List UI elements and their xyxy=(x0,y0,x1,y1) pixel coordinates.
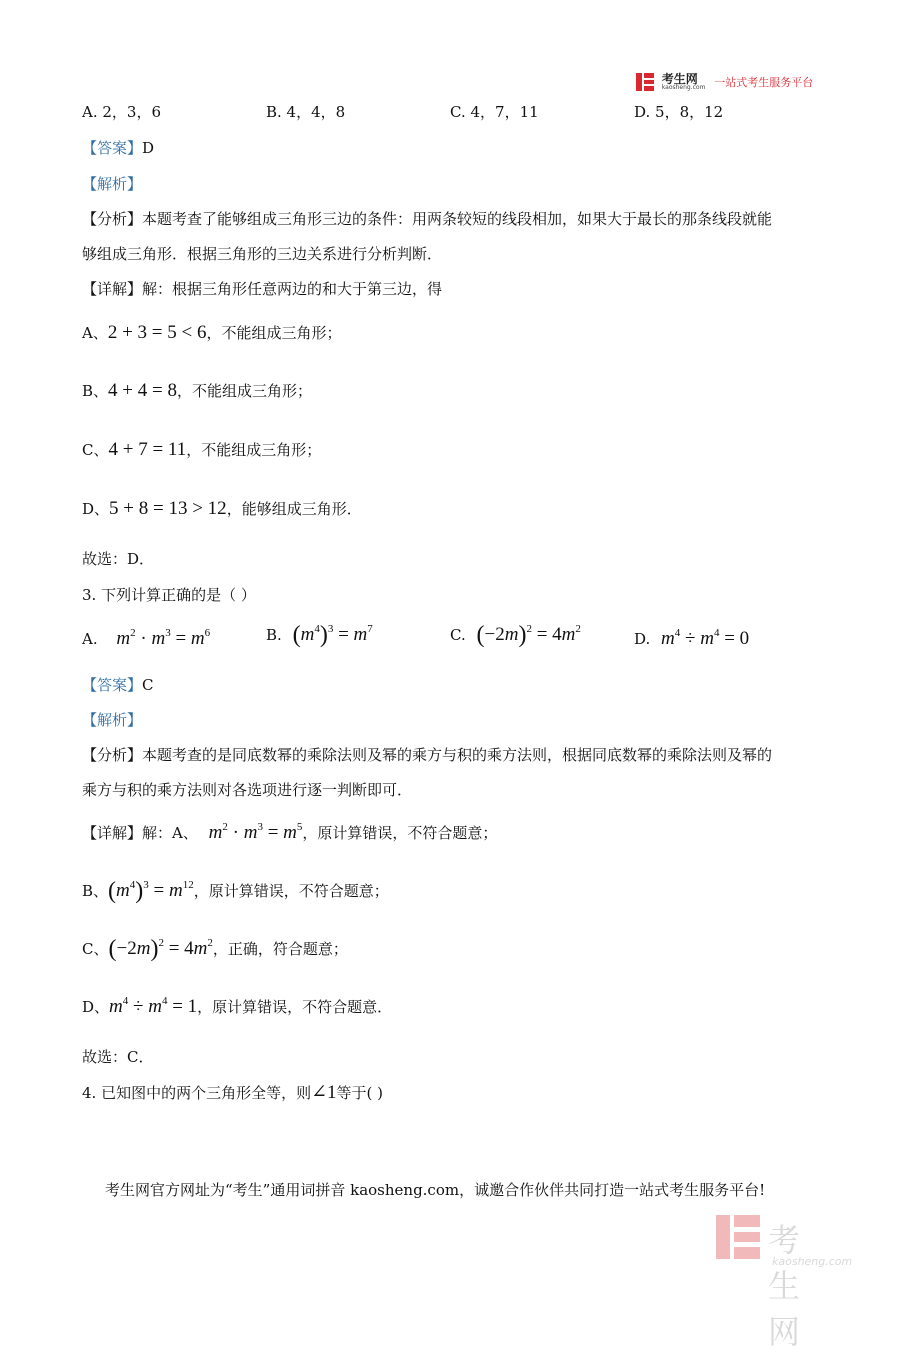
detail-math: 2 + 3 = 5 < 6 xyxy=(107,322,207,343)
option-letter: B. xyxy=(266,626,282,644)
detail-prefix: B、 xyxy=(82,382,109,400)
detail-suffix: ，正确，符合题意； xyxy=(212,940,348,958)
answer-label: 【答案】 xyxy=(82,676,143,694)
q4-stem xyxy=(82,1081,383,1104)
q3-option-a xyxy=(82,628,210,650)
q2-analysis-label: 【解析】 xyxy=(82,175,143,193)
xiangjie-text: 解：根据三角形任意两边的和大于第三边，得 xyxy=(142,280,443,298)
q3-option-b xyxy=(266,624,373,646)
detail-prefix: B、 xyxy=(82,882,109,900)
q2-detail-b xyxy=(82,380,312,402)
q3-fenxi-line1 xyxy=(82,744,772,765)
fenxi-label: 【分析】 xyxy=(82,210,143,228)
fenxi-text: 本题考查的是同底数幂的乘除法则及幂的乘方与积的乘方法则，根据同底数幂的乘除法则及幂的 xyxy=(142,746,773,764)
option-letter: C. xyxy=(450,626,466,644)
xiangjie-label: 【详解】 xyxy=(82,280,143,298)
q2-xiangjie xyxy=(82,278,442,299)
detail-math: $(-2m)^2 = 4m^2$ xyxy=(108,936,213,962)
detail-prefix: D、 xyxy=(82,500,110,518)
q3-conclusion: 故选：C． xyxy=(82,1048,154,1066)
option-letter: A. xyxy=(82,630,98,648)
logo-name: 考生网 xyxy=(661,72,698,86)
detail-prefix: C、 xyxy=(82,940,109,958)
q2-detail-d xyxy=(82,498,362,520)
option-letter: D. xyxy=(634,630,651,648)
q3-detail-d xyxy=(82,996,392,1018)
option-math: $m^4 \div m^4 = 0$ xyxy=(661,627,750,649)
kaosheng-watermark-icon xyxy=(716,1215,760,1259)
q2-detail-c xyxy=(82,439,321,461)
q3-answer xyxy=(82,674,154,695)
q2-detail-a xyxy=(82,322,342,344)
watermark-domain: kaosheng.com xyxy=(772,1255,853,1268)
detail-suffix: ，能够组成三角形． xyxy=(226,500,362,518)
detail-math: $(m^4)^3 = m^{12}$ xyxy=(108,878,194,904)
q4-stem-text: 4. 已知图中的两个三角形全等，则 xyxy=(82,1084,312,1102)
detail-suffix: ，原计算错误，不符合题意． xyxy=(197,998,393,1016)
detail-math: 4 + 4 = 8 xyxy=(108,380,177,401)
logo-domain: kaosheng.com xyxy=(661,84,706,91)
q2-fenxi-line1 xyxy=(82,208,772,229)
option-math: $m^2 \cdot m^3 = m^6$ xyxy=(116,627,211,649)
angle-symbol: ∠1 xyxy=(311,1082,337,1103)
q3-option-d xyxy=(634,628,749,650)
q2-option-b: B. 4，4，8 xyxy=(266,103,346,121)
footer-text: 考生网官方网址为“考生”通用词拼音 kaosheng.com，诚邀合作伙伴共同打造一站式考生服务平台! xyxy=(105,1181,766,1199)
detail-prefix: A、 xyxy=(82,324,108,342)
q2-fenxi-line2: 够组成三角形．根据三角形的三边关系进行分析判断． xyxy=(82,245,443,263)
detail-suffix: ，原计算错误，不符合题意； xyxy=(193,882,389,900)
detail-suffix: ，原计算错误，不符合题意； xyxy=(302,824,498,842)
kaosheng-logo-icon xyxy=(636,73,654,91)
q2-option-d: D. 5，8，12 xyxy=(634,103,724,121)
detail-prefix: D、 xyxy=(82,998,110,1016)
q3-detail-a xyxy=(82,822,497,844)
detail-math: 5 + 8 = 13 > 12 xyxy=(109,498,227,519)
q3-fenxi-line2: 乘方与积的乘方法则对各选项进行逐一判断即可． xyxy=(82,781,413,799)
detail-math: 4 + 7 = 11 xyxy=(108,439,187,460)
watermark-name: 考生网 xyxy=(768,1221,801,1351)
xiangjie-prefix: 解：A、 xyxy=(142,824,198,842)
detail-math: $m^4 \div m^4 = 1$ xyxy=(109,995,198,1017)
detail-prefix: C、 xyxy=(82,441,109,459)
detail-math: $m^2 \cdot m^3 = m^5$ xyxy=(208,821,303,843)
option-math: $(-2m)^2 = 4m^2$ xyxy=(476,622,581,648)
header-slogan: 一站式考生服务平台 xyxy=(714,76,814,89)
detail-suffix: ，不能组成三角形； xyxy=(186,441,322,459)
fenxi-text: 本题考查了能够组成三角形三边的条件：用两条较短的线段相加，如果大于最长的那条线段就能 xyxy=(142,210,773,228)
xiangjie-label: 【详解】 xyxy=(82,824,143,842)
detail-suffix: ，不能组成三角形； xyxy=(176,382,312,400)
q3-detail-c xyxy=(82,938,348,960)
q2-option-c: C. 4，7，11 xyxy=(450,103,539,121)
q3-analysis-label: 【解析】 xyxy=(82,711,143,729)
answer-value: D xyxy=(142,139,155,157)
q3-option-c xyxy=(450,624,581,646)
q2-option-a: A. 2，3，6 xyxy=(82,103,161,121)
fenxi-label: 【分析】 xyxy=(82,746,143,764)
q3-stem: 3. 下列计算正确的是（ ） xyxy=(82,586,256,604)
detail-suffix: ，不能组成三角形； xyxy=(206,324,342,342)
q3-detail-b xyxy=(82,880,389,902)
q2-answer xyxy=(82,137,154,158)
q2-conclusion: 故选：D． xyxy=(82,550,155,568)
answer-label: 【答案】 xyxy=(82,139,143,157)
header-logo xyxy=(636,72,813,92)
option-math: $(m^4)^3 = m^7$ xyxy=(292,622,373,648)
q4-stem-tail: 等于( ) xyxy=(336,1084,383,1102)
answer-value: C xyxy=(142,676,154,694)
